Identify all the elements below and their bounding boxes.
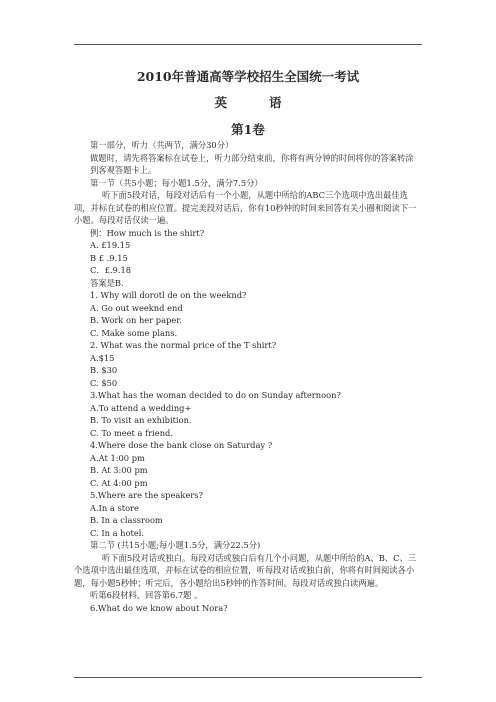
text-line: B. Work on her paper. (90, 315, 182, 325)
text-line: 第二节 (共15小题;每小题1.5分，满分22.5分) (90, 540, 261, 550)
text-line: C. In a hotel. (90, 527, 145, 538)
subject-left: 英 (214, 95, 227, 110)
text-line: 5.Where are the speakers? (90, 490, 203, 500)
text-line: 听第6段材料，回答第6.7题 。 (90, 590, 203, 600)
text-line: C. Make some plans. (90, 327, 178, 338)
text-line: 例：How much is the shirt? (90, 227, 205, 238)
text-line: A.To attend a wedding+ (90, 402, 192, 413)
subject-right: 语 (269, 95, 282, 110)
text-line: A.$15 (90, 352, 115, 363)
top-rule (74, 44, 422, 45)
subject-title (0, 93, 496, 111)
text-line: A. Go out weeknd end (90, 302, 183, 313)
text-line: C. $50 (90, 377, 118, 388)
text-line: 3.What has the woman decided to do on Sunday afternoon? (90, 390, 341, 400)
text-line: 1. Why will dorotl de on the weeknd? (90, 290, 247, 300)
text-line: 答案是B. (90, 277, 124, 288)
bottom-rule (74, 677, 422, 678)
text-line: 听下面5段对话，每段对话后有一个小题，从题中所给的ABC三个选项中选出最佳选项，并标在试卷的相应位置。提完美段对话后，你有10秒钟的时间来回答有关小圈和阅读下一小题。每段对话仅读一遍。 (74, 190, 417, 225)
text-line: C．£.9.18 (90, 265, 132, 275)
exam-title: 2010年普通高等学校招生全国统一考试 (136, 69, 360, 84)
text-line: 第一部分，听力（共两节，满分30分） (90, 140, 234, 150)
text-line: 4.Where dose the bank close on Saturday ? (90, 440, 273, 450)
text-line: 听下面5段对话或独白。每段对话或独白后有几个小问题，从题中所给的A、B、C、三个选项中选出最佳选项，并标在试卷的相应位置，听每段对话或独白前，你将有时间阅读各小题，每小题5秒钟；听完后，各小题给出5秒钟的作答时间。每段对话或独白读两遍。 (74, 552, 417, 588)
text-line: B. At 3:00 pm (90, 465, 148, 475)
text-line: B. $30 (90, 365, 118, 375)
text-line: A.In a store (90, 502, 139, 513)
text-line: 第一节（共5小题；每小题1.5分，满分7.5分） (90, 177, 263, 188)
text-line: B £ .9.15 (90, 252, 128, 263)
volume-title: 第1卷 (231, 122, 265, 137)
document-body (74, 139, 420, 614)
text-line: B. To visit an exhibition. (90, 415, 192, 425)
text-line: 做题时，请先将答案标在试卷上，听力部分结束前，你将有两分钟的时间将你的答案转涂到客观答题卡上。 (90, 152, 414, 175)
text-line: B. In a classroom (90, 515, 163, 525)
text-line: 6.What do we know about Nora? (90, 602, 228, 613)
text-line: A.At 1:00 pm (90, 452, 145, 463)
text-line: 2. What was the normal price of the T shirt? (90, 340, 277, 350)
text-line: C. To meet a friend. (90, 427, 173, 438)
text-line: A. £19.15 (90, 240, 131, 250)
text-line: C. At 4:00 pm (90, 477, 148, 488)
